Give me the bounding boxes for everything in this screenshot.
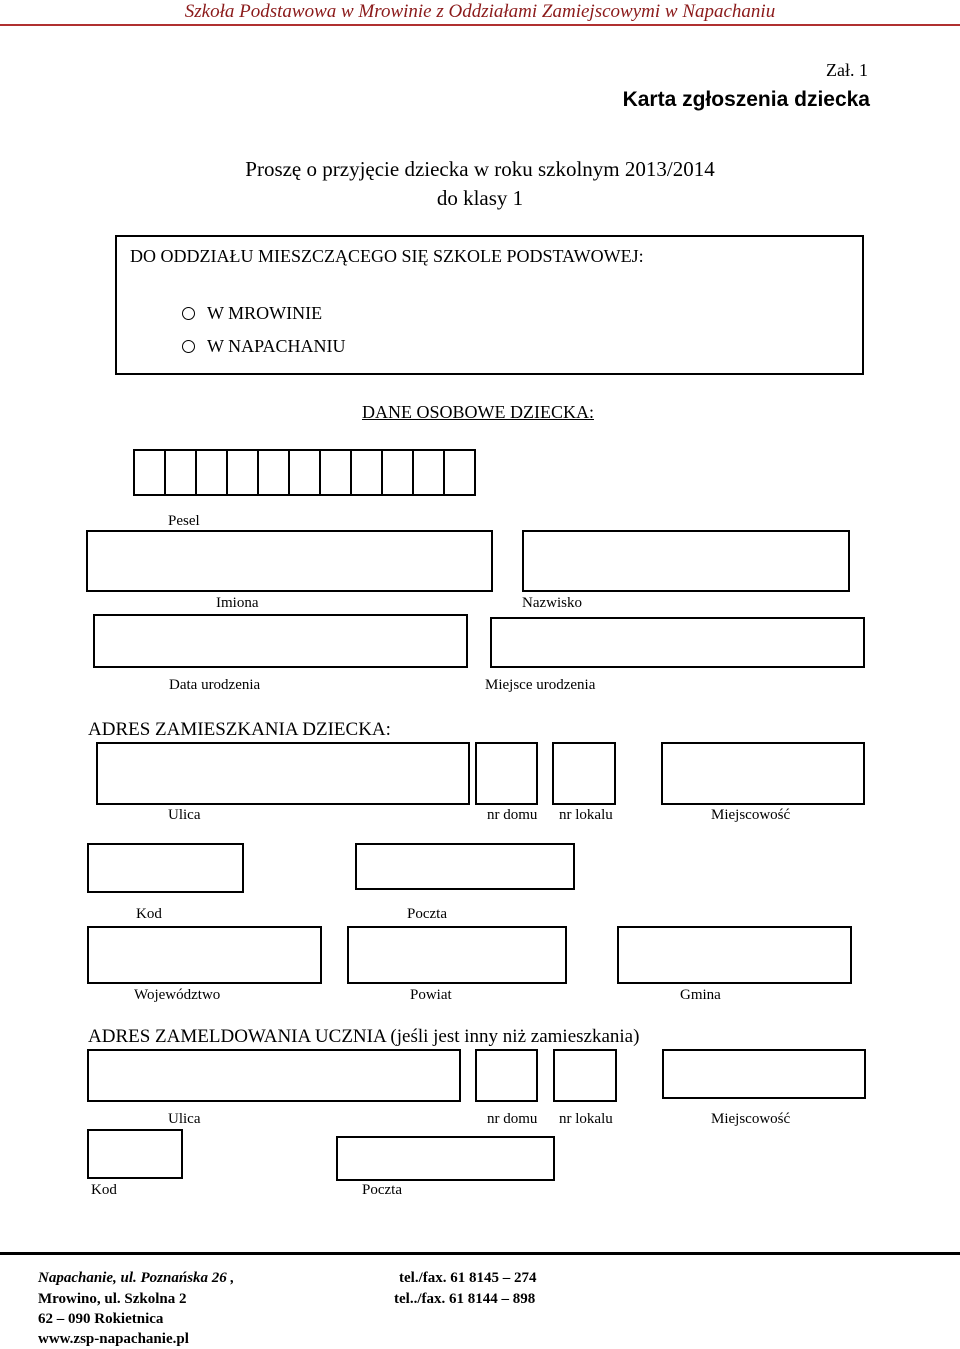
first-names-field[interactable] [86, 530, 493, 592]
pesel-digit-cell[interactable] [133, 449, 166, 496]
residence-house-no-label: nr domu [487, 807, 538, 823]
registration-apt-no-field[interactable] [553, 1049, 617, 1102]
pesel-digit-cell[interactable] [319, 449, 352, 496]
registration-street-field[interactable] [87, 1049, 461, 1102]
residence-street-field[interactable] [96, 742, 470, 805]
footer-website[interactable]: www.zsp-napachanie.pl [38, 1331, 189, 1347]
header-divider [0, 24, 960, 26]
registration-heading: ADRES ZAMELDOWANIA UCZNIA (jeśli jest inny niż zamieszkania) [88, 1026, 640, 1047]
personal-data-heading: DANE OSOBOWE DZIECKA: [362, 402, 594, 422]
residence-street-label: Ulica [168, 807, 201, 823]
first-names-label: Imiona [216, 595, 259, 611]
residence-voivodeship-label: Województwo [134, 987, 221, 1003]
residence-voivodeship-field[interactable] [87, 926, 322, 984]
residence-apt-no-label: nr lokalu [559, 807, 613, 823]
option-napachanie[interactable] [182, 336, 346, 357]
branch-heading: DO ODDZIAŁU MIESZCZĄCEGO SIĘ SZKOLE PODSTAWOWEJ: [130, 246, 644, 266]
request-line-2: do klasy 1 [436, 186, 524, 210]
residence-commune-field[interactable] [617, 926, 852, 984]
footer-divider [0, 1252, 960, 1255]
pesel-digit-cell[interactable] [412, 449, 445, 496]
registration-city-field[interactable] [662, 1049, 866, 1099]
residence-city-field[interactable] [661, 742, 865, 805]
footer-phone-napachanie: tel./fax. 61 8145 – 274 [399, 1270, 537, 1286]
pesel-digit-cell[interactable] [195, 449, 228, 496]
option-label: W MROWINIE [207, 303, 323, 323]
registration-postcode-label: Kod [91, 1182, 117, 1198]
registration-postcode-field[interactable] [87, 1129, 183, 1179]
residence-post-office-label: Poczta [407, 906, 447, 922]
radio-icon[interactable] [182, 340, 195, 353]
surname-label: Nazwisko [522, 595, 582, 611]
residence-house-no-field[interactable] [475, 742, 538, 805]
residence-city-label: Miejscowość [711, 807, 791, 823]
registration-post-office-field[interactable] [336, 1136, 555, 1181]
pesel-digit-cell[interactable] [288, 449, 321, 496]
registration-house-no-label: nr domu [487, 1111, 538, 1127]
form-title: Karta zgłoszenia dziecka [622, 88, 870, 111]
residence-postcode-label: Kod [136, 906, 162, 922]
registration-apt-no-label: nr lokalu [559, 1111, 613, 1127]
birth-date-label: Data urodzenia [169, 677, 261, 693]
surname-field[interactable] [522, 530, 850, 592]
residence-commune-label: Gmina [680, 987, 721, 1003]
pesel-digit-cell[interactable] [226, 449, 259, 496]
residence-county-label: Powiat [410, 987, 452, 1003]
footer-postcode: 62 – 090 Rokietnica [38, 1311, 164, 1327]
attachment-number: Zał. 1 [826, 60, 868, 80]
pesel-label: Pesel [168, 513, 200, 529]
registration-house-no-field[interactable] [475, 1049, 538, 1102]
registration-post-office-label: Poczta [362, 1182, 402, 1198]
branch-selection-box [115, 235, 864, 375]
pesel-field[interactable] [133, 449, 477, 496]
option-mrowino[interactable] [182, 303, 322, 324]
pesel-digit-cell[interactable] [443, 449, 476, 496]
pesel-digit-cell[interactable] [257, 449, 290, 496]
school-name-header: Szkoła Podstawowa w Mrowinie z Oddziałami Zamiejscowymi w Napachaniu [184, 1, 776, 22]
pesel-digit-cell[interactable] [381, 449, 414, 496]
footer-address-mrowino: Mrowino, ul. Szkolna 2 [38, 1291, 187, 1307]
option-label: W NAPACHANIU [207, 336, 346, 356]
birth-place-label: Miejsce urodzenia [485, 677, 596, 693]
radio-icon[interactable] [182, 307, 195, 320]
residence-heading: ADRES ZAMIESZKANIA DZIECKA: [88, 719, 391, 740]
footer-phone-mrowino: tel../fax. 61 8144 – 898 [394, 1291, 536, 1307]
pesel-digit-cell[interactable] [350, 449, 383, 496]
residence-post-office-field[interactable] [355, 843, 575, 890]
registration-street-label: Ulica [168, 1111, 201, 1127]
residence-county-field[interactable] [347, 926, 567, 984]
registration-city-label: Miejscowość [711, 1111, 791, 1127]
request-line-1: Proszę o przyjęcie dziecka w roku szkolnym 2013/2014 [245, 157, 715, 181]
pesel-digit-cell[interactable] [164, 449, 197, 496]
birth-date-field[interactable] [93, 614, 468, 668]
footer-address-napachanie: Napachanie, ul. Poznańska 26 , [38, 1270, 235, 1286]
residence-apt-no-field[interactable] [552, 742, 616, 805]
residence-postcode-field[interactable] [87, 843, 244, 893]
birth-place-field[interactable] [490, 617, 865, 668]
